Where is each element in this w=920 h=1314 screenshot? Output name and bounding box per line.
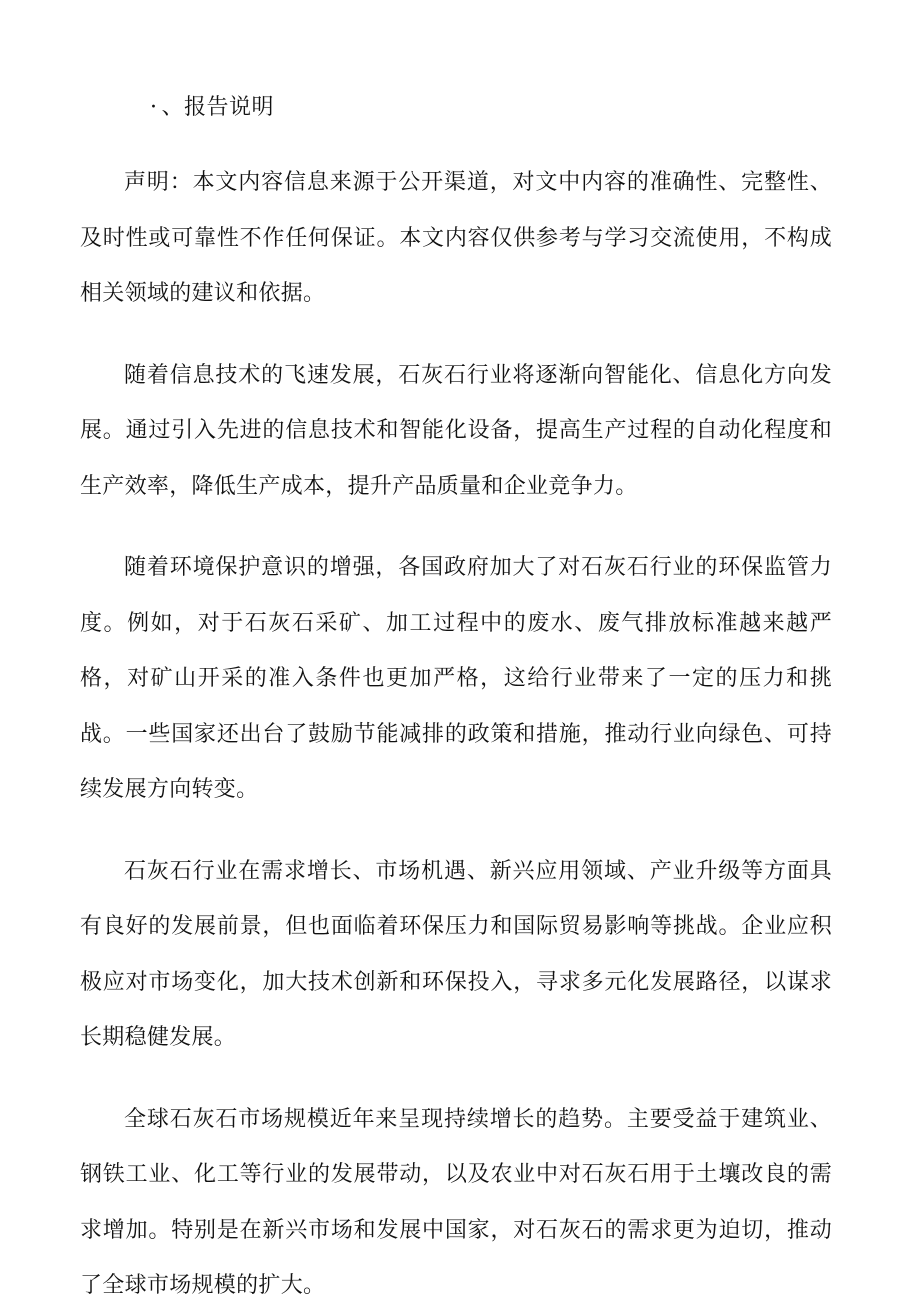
paragraph-intelligence: 随着信息技术的飞速发展，石灰石行业将逐渐向智能化、信息化方向发展。通过引入先进的信息技术和智能化设备，提高生产过程的自动化程度和生产效率，降低生产成本，提升产品质量和企业竞争力。	[80, 362, 832, 499]
paragraph-environment: 随着环境保护意识的增强，各国政府加大了对石灰石行业的环保监管力度。例如，对于石灰石采矿、加工过程中的废水、废气排放标准越来越严格，对矿山开采的准入条件也更加严格，这给行业带来了一定的压力和挑战。一些国家还出台了鼓励节能减排的政策和措施，推动行业向绿色、可持续发展方向转变。	[80, 555, 832, 802]
paragraph-outlook: 石灰石行业在需求增长、市场机遇、新兴应用领域、产业升级等方面具有良好的发展前景，但也面临着环保压力和国际贸易影响等挑战。企业应积极应对市场变化，加大技术创新和环保投入，寻求多元化发展路径，以谋求长期稳健发展。	[80, 858, 832, 1050]
bullet-icon: ·	[150, 95, 158, 120]
section-heading	[80, 86, 832, 130]
paragraph-market-size: 全球石灰石市场规模近年来呈现持续增长的趋势。主要受益于建筑业、钢铁工业、化工等行业的发展带动，以及农业中对石灰石用于土壤改良的需求增加。特别是在新兴市场和发展中国家，对石灰石的需求更为迫切，推动了全球市场规模的扩大。	[80, 1106, 832, 1298]
paragraph-disclaimer: 声明：本文内容信息来源于公开渠道，对文中内容的准确性、完整性、及时性或可靠性不作任何保证。本文内容仅供参考与学习交流使用，不构成相关领域的建议和依据。	[80, 170, 832, 306]
section-title: 、报告说明	[161, 95, 275, 120]
